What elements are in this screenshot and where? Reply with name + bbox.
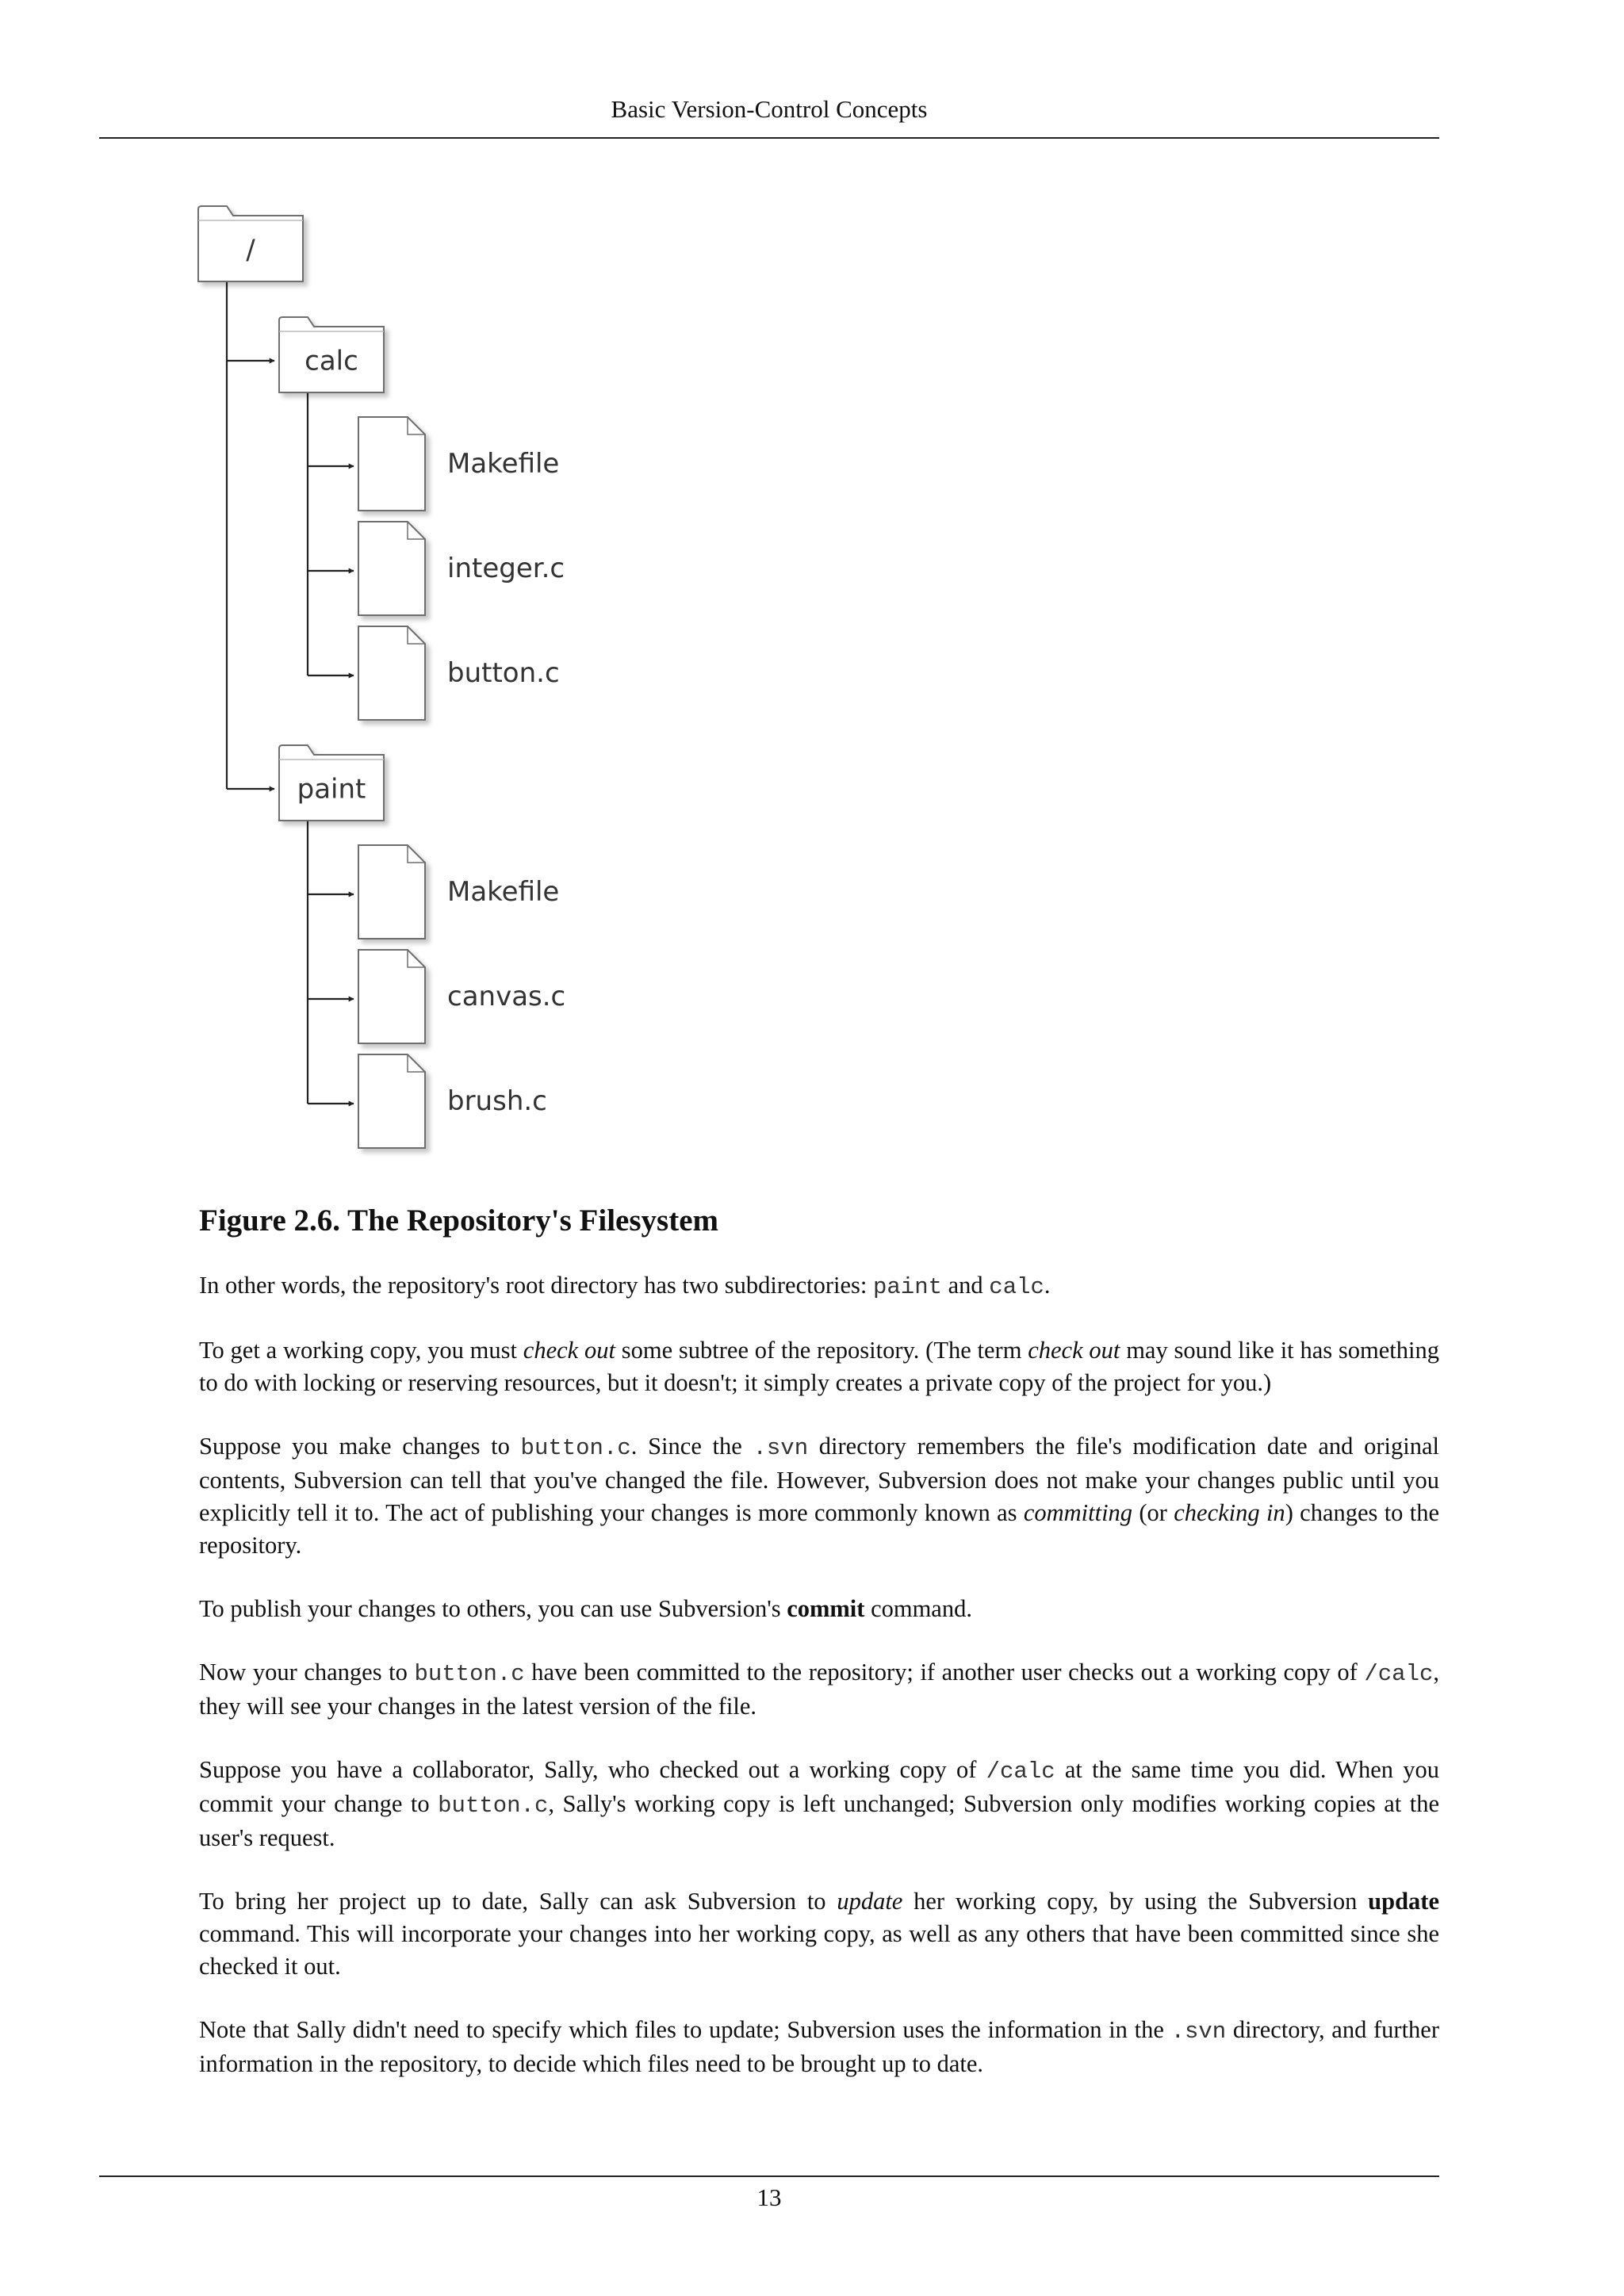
file-label: Makefile bbox=[447, 448, 560, 480]
inline-code: paint bbox=[872, 1274, 942, 1300]
inline-code: calc bbox=[989, 1274, 1044, 1300]
file-icon bbox=[358, 417, 425, 511]
paragraph: Note that Sally didn't need to specify which files to update; Subversion uses the information in the .svn directory, and further information in the repository, to decide which files need to be brought up to date. bbox=[199, 2016, 1440, 2077]
paragraph: To get a working copy, you must check out some subtree of the repository. (The term check out may sound like it has something to do with locking or reserving resources, but it doesn't; it simply creates a private copy of the project for you.) bbox=[199, 1337, 1439, 1396]
inline-code: /calc bbox=[1364, 1661, 1434, 1687]
paragraph: Now your changes to button.c have been committed to the repository; if another user checks out a working copy of /calc, they will see your changes in the latest version of the file. bbox=[199, 1659, 1439, 1720]
file-node bbox=[358, 626, 560, 720]
folder-label: / bbox=[246, 234, 255, 266]
file-label: canvas.c bbox=[447, 981, 566, 1012]
inline-code: .svn bbox=[753, 1435, 809, 1461]
file-icon bbox=[358, 845, 425, 939]
folder-label: paint bbox=[297, 773, 366, 806]
file-node bbox=[358, 950, 565, 1043]
figure-caption: Figure 2.6. The Repository's Filesystem bbox=[199, 1203, 719, 1238]
defined-term: checking in bbox=[1174, 1499, 1285, 1526]
body-text bbox=[199, 1269, 1439, 2111]
subfolder-calc bbox=[279, 317, 384, 392]
root-folder bbox=[198, 206, 303, 281]
subfolder-paint bbox=[279, 745, 384, 821]
header-rule bbox=[99, 137, 1439, 139]
page-number: 13 bbox=[756, 2183, 782, 2211]
file-icon bbox=[358, 626, 425, 720]
tree-nodes bbox=[198, 206, 565, 1148]
command-name: commit bbox=[787, 1595, 865, 1622]
footer-rule bbox=[99, 2175, 1439, 2177]
folder-label: calc bbox=[304, 345, 358, 377]
file-label: Makefile bbox=[447, 876, 560, 908]
defined-term: committing bbox=[1023, 1499, 1133, 1526]
inline-code: .svn bbox=[1170, 2019, 1227, 2045]
defined-term: check out bbox=[523, 1337, 615, 1364]
file-node bbox=[358, 522, 565, 615]
running-header: Basic Version-Control Concepts bbox=[611, 95, 928, 123]
defined-term: check out bbox=[1028, 1337, 1120, 1364]
tree-connector-lines bbox=[227, 281, 354, 1104]
file-icon bbox=[358, 1054, 425, 1148]
command-name: update bbox=[1368, 1888, 1439, 1915]
paragraph: Suppose you make changes to button.c. Since the .svn directory remembers the file's modification date and original contents, Subversion can tell that you've changed the file. However, Subversion does not make your changes public until you explicitly tell it to. The act of publishing your changes is more commonly known as committing (or checking in) changes to the repository. bbox=[199, 1433, 1440, 1559]
paragraph: To bring her project up to date, Sally can ask Subversion to update her working copy, by using the Subversion update command. This will incorporate your changes into her working copy, as well as any others that have been committed since she checked it out. bbox=[199, 1888, 1439, 1980]
file-label: button.c bbox=[447, 657, 560, 689]
inline-code: /calc bbox=[986, 1758, 1055, 1785]
inline-code: button.c bbox=[520, 1435, 631, 1461]
repository-tree-diagram bbox=[182, 190, 626, 1158]
file-node bbox=[358, 845, 559, 939]
paragraph: In other words, the repository's root directory has two subdirectories: paint and calc. bbox=[199, 1272, 1051, 1300]
file-label: brush.c bbox=[447, 1085, 547, 1117]
file-node bbox=[358, 1054, 547, 1148]
paragraph: Suppose you have a collaborator, Sally, who checked out a working copy of /calc at the same time you did. When you commit your change to button.c, Sally's working copy is left unchanged; Subversion only modifies working copies at the user's request. bbox=[199, 1756, 1439, 1851]
file-label: integer.c bbox=[447, 553, 565, 584]
defined-term: update bbox=[837, 1888, 903, 1915]
inline-code: button.c bbox=[414, 1661, 525, 1687]
inline-code: button.c bbox=[438, 1793, 549, 1819]
file-icon bbox=[358, 522, 425, 615]
file-icon bbox=[358, 950, 425, 1043]
paragraph: To publish your changes to others, you can use Subversion's commit command. bbox=[199, 1595, 972, 1622]
file-node bbox=[358, 417, 559, 511]
